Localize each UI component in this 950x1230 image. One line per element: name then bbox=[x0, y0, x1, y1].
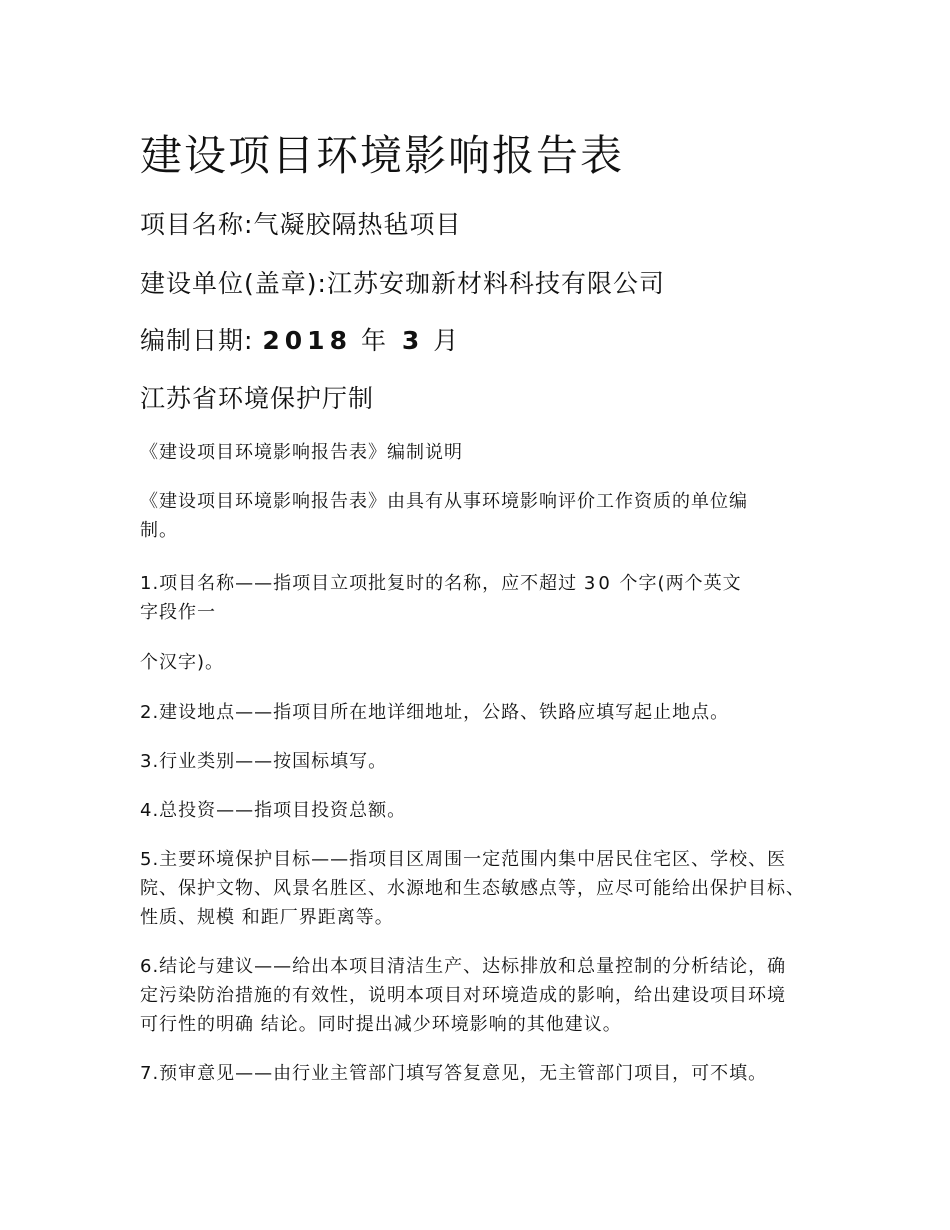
item-6-line-2: 定污染防治措施的有效性，说明本项目对环境造成的影响，给出建设项目环境 bbox=[140, 985, 786, 1006]
intro-line-1: 《建设项目环境影响报告表》由具有从事环境影响评价工作资质的单位编 bbox=[140, 491, 748, 512]
item-6-line-3: 可行性的明确 结论。同时提出减少环境影响的其他建议。 bbox=[140, 1014, 622, 1035]
item-1-line-1 bbox=[140, 571, 742, 597]
page-title: 建设项目环境影响报告表 bbox=[140, 131, 625, 180]
intro-line-2: 制。 bbox=[140, 520, 178, 541]
instructions-heading: 《建设项目环境影响报告表》编制说明 bbox=[140, 442, 463, 463]
construction-unit-label: 建设单位(盖章): bbox=[140, 269, 327, 298]
item-5-line-1: 5.主要环境保护目标——指项目区周围一定范围内集中居民住宅区、学校、医 bbox=[140, 849, 787, 870]
item-7: 7.预审意见——由行业主管部门填写答复意见，无主管部门项目，可不填。 bbox=[140, 1063, 768, 1084]
compile-date-year-unit: 年 bbox=[360, 326, 387, 355]
compile-date-year: 2018 bbox=[262, 326, 352, 355]
item-5-line-3: 性质、规模 和距厂界距离等。 bbox=[140, 907, 394, 928]
item-5-line-2: 院、保护文物、风景名胜区、水源地和生态敏感点等，应尽可能给出保护目标、 bbox=[140, 878, 805, 899]
item-6-line-1: 6.结论与建议——给出本项目清洁生产、达标排放和总量控制的分析结论，确 bbox=[140, 956, 787, 977]
item-1-text-b: 个字(两个英文 bbox=[619, 573, 742, 594]
compile-date-line bbox=[140, 324, 459, 358]
item-1-text-a: 1.项目名称——指项目立项批复时的名称，应不超过 bbox=[140, 573, 578, 594]
item-1-line-3: 个汉字)。 bbox=[140, 652, 225, 673]
issuer-line: 江苏省环境保护厅制 bbox=[140, 384, 375, 413]
project-name-value: 气凝胶隔热毡项目 bbox=[253, 210, 462, 239]
project-name-line bbox=[140, 208, 461, 242]
item-1-line-2: 字段作一 bbox=[140, 602, 216, 623]
compile-date-month: 3 bbox=[401, 326, 425, 355]
item-3: 3.行业类别——按国标填写。 bbox=[140, 751, 388, 772]
item-4: 4.总投资——指项目投资总额。 bbox=[140, 800, 407, 821]
construction-unit-line bbox=[140, 267, 665, 301]
compile-date-month-unit: 月 bbox=[433, 326, 460, 355]
construction-unit-value: 江苏安珈新材料科技有限公司 bbox=[326, 269, 665, 298]
item-1-count: 30 bbox=[583, 573, 613, 594]
compile-date-label: 编制日期: bbox=[140, 326, 254, 355]
item-2: 2.建设地点——指项目所在地详细地址，公路、铁路应填写起止地点。 bbox=[140, 702, 730, 723]
project-name-label: 项目名称: bbox=[140, 210, 254, 239]
